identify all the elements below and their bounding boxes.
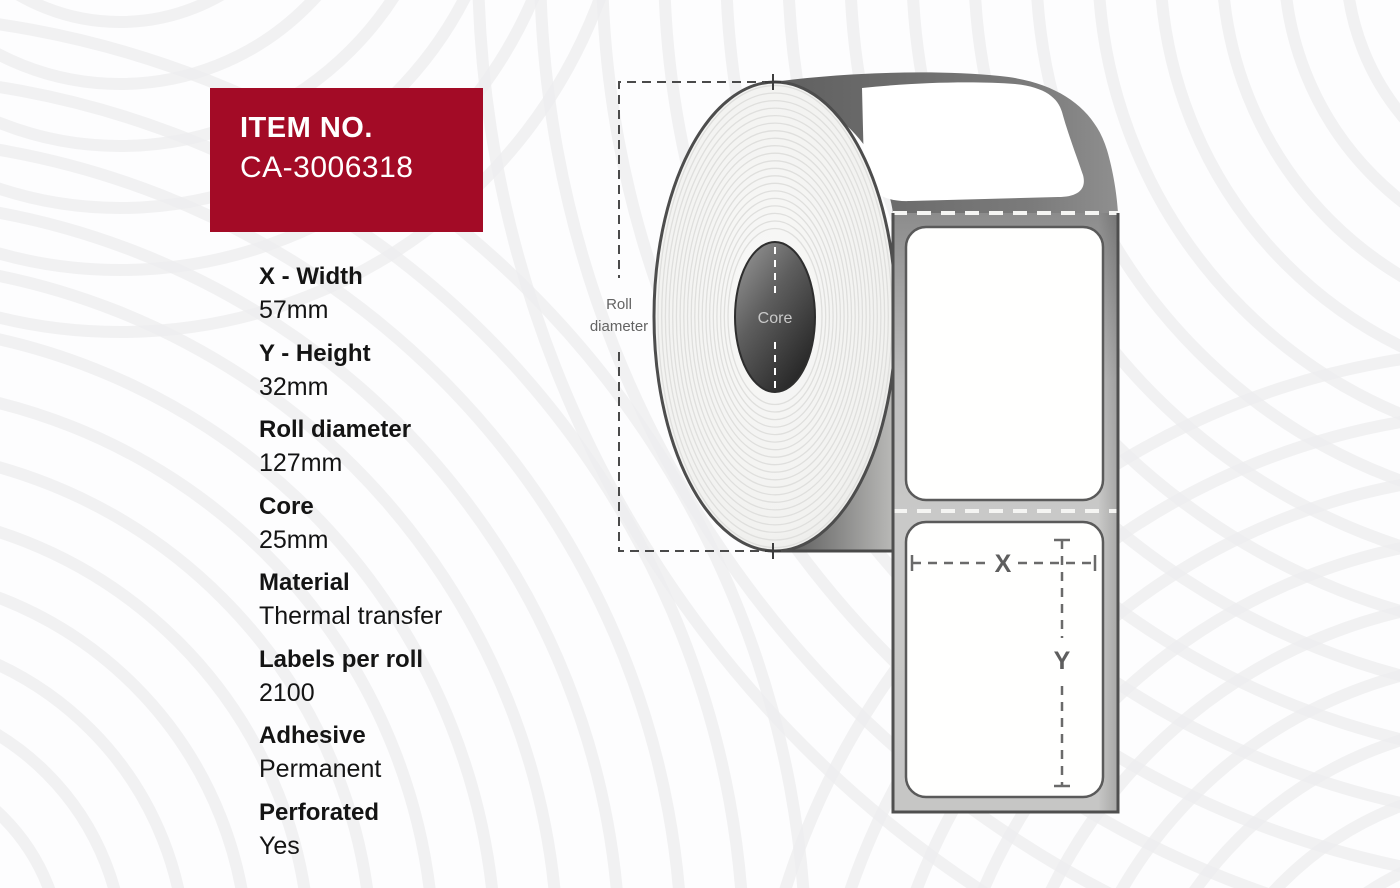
item-box-title: ITEM NO. [240,112,373,144]
spec-value: Yes [259,831,300,860]
spec-value: 127mm [259,449,343,477]
spec-label: Core [259,492,314,520]
spec-item [259,568,442,645]
spec-label: Adhesive [259,722,366,749]
y-dim-label: Y [1053,647,1071,675]
label-strip [893,213,1118,812]
spec-item [259,721,442,798]
spec-item [259,645,442,722]
spec-value: 25mm [259,525,329,554]
spec-label: X - Width [259,263,363,290]
spec-label: Perforated [259,798,380,826]
spec-list [259,262,442,874]
spec-label: Y - Height [259,339,371,367]
spec-value: Thermal transfer [259,602,443,630]
spec-item [259,415,442,492]
x-dim-label: X [994,550,1012,578]
spec-item [259,339,442,416]
spec-value: Permanent [259,755,382,783]
spec-value: 57mm [259,296,329,324]
spec-item [259,492,442,569]
spec-value: 2100 [259,678,315,707]
item-number: CA-3006318 [240,150,414,184]
core-label: Core [757,310,793,327]
label-blank-middle [906,227,1103,500]
spec-value: 32mm [259,372,329,401]
roll-diameter-label-line1: Roll [606,296,632,313]
item-number-box [210,88,483,232]
spec-item [259,262,442,339]
roll-diameter-label-line2: diameter [589,318,649,335]
spec-label: Material [259,569,350,596]
spec-item [259,798,442,875]
label-on-wrap [862,82,1084,201]
spec-label: Labels per roll [259,645,424,673]
spec-label: Roll diameter [259,416,412,443]
